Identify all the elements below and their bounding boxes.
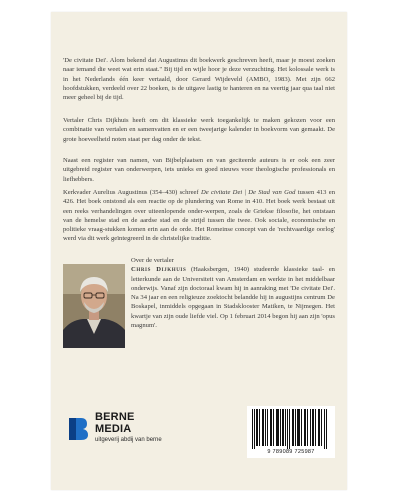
- back-cover: [51, 12, 347, 490]
- publisher-name-line2: MEDIA: [95, 423, 132, 435]
- title-separator: |: [242, 189, 249, 196]
- author-heading: Over de vertaler: [131, 257, 174, 264]
- background-text-b: tussen 413 en 426. Het boek ontstond als een reactie op de plundering van Rome in 410. Het boek werk bestaat uit een reeks verhandelingen over uiteenlopende onder-werpen, zoals de Griekse filosofie, het ontstaan van de hemelse stad en de aardse stad en de strijd tussen die twee. Ook sociale, economische en politieke vraag-stukken komen erin aan de orde. Het Romeinse concept van de 'rechtvaardige oorlog' werd via dit werk geïntegreerd in de christelijke traditie.: [63, 189, 335, 243]
- registers-paragraph: Naast een register van namen, van Bijbelplaatsen en van geciteerde auteurs is er ook een zeer uitgebreid register van onderwerpen, iets unieks en goed nieuws voor theologische professionals en liefhebbers.: [63, 157, 335, 183]
- publisher-name-line1: BERNE: [95, 411, 135, 423]
- author-photo: [63, 264, 125, 348]
- background-text-a: Kerkvader Aurelius Augustinus (354–430) schreef: [63, 189, 201, 196]
- publisher-mark-icon: [67, 415, 89, 441]
- background-paragraph: [63, 188, 335, 244]
- dutch-title: De Stad van God: [248, 189, 296, 196]
- publisher-logo: [67, 407, 177, 447]
- publisher-tagline: uitgeverij abdij van berne: [95, 437, 162, 443]
- latin-title: De civitate Dei: [200, 189, 243, 196]
- intro-paragraph: 'De civitate Dei'. Alom bekend dat Augustinus dit boekwerk geschreven heeft, maar je moest zoeken naar iemand die weet wat erin staat." Bij tijd en wijle hoor je deze verzuchting. Het kolossale werk is in het Nederlands één keer vertaald, door Gerard Wijdeveld (AMBO, 1983). Met zijn 662 hoofdstukken, verdeeld over 22 boeken, is de uitgave lastig te hanteren en na veertig jaar qua taal niet meer geheel bij de tijd.: [63, 57, 335, 102]
- author-section: [131, 256, 335, 330]
- isbn-barcode: [247, 406, 335, 458]
- translator-approach-paragraph: Vertaler Chris Dijkhuis heeft om dit klassieke werk toegankelijk te maken gekozen voor een combinatie van vertalen en samenvatten en er een tweejarige kalender in boekvorm van gemaakt. De grote hoeveelheid noten staat per dag onder de tekst.: [63, 117, 335, 143]
- barcode-icon: [247, 406, 335, 450]
- author-name: Chris Dijkhuis: [131, 266, 187, 274]
- isbn-number: 9 789089 725987: [267, 449, 315, 455]
- author-bio: (Haaksbergen, 1940) studeerde klassieke taal- en letterkunde aan de Universiteit van Amsterdam en werkte in het middelbaar onderwijs. Vanaf zijn doctoraal kwam hij in aanraking met 'De civitate Dei'. Na 34 jaar en een religieuze zoektocht belandde hij in augustijns centrum De Boskapel, inmiddels opgegaan in Stadsklooster Matiken, te Nijmegen. Het kwartje van zijn oude liefde viel. Op 1 februari 2014 begon hij aan zijn 'opus magnum'.: [131, 266, 335, 330]
